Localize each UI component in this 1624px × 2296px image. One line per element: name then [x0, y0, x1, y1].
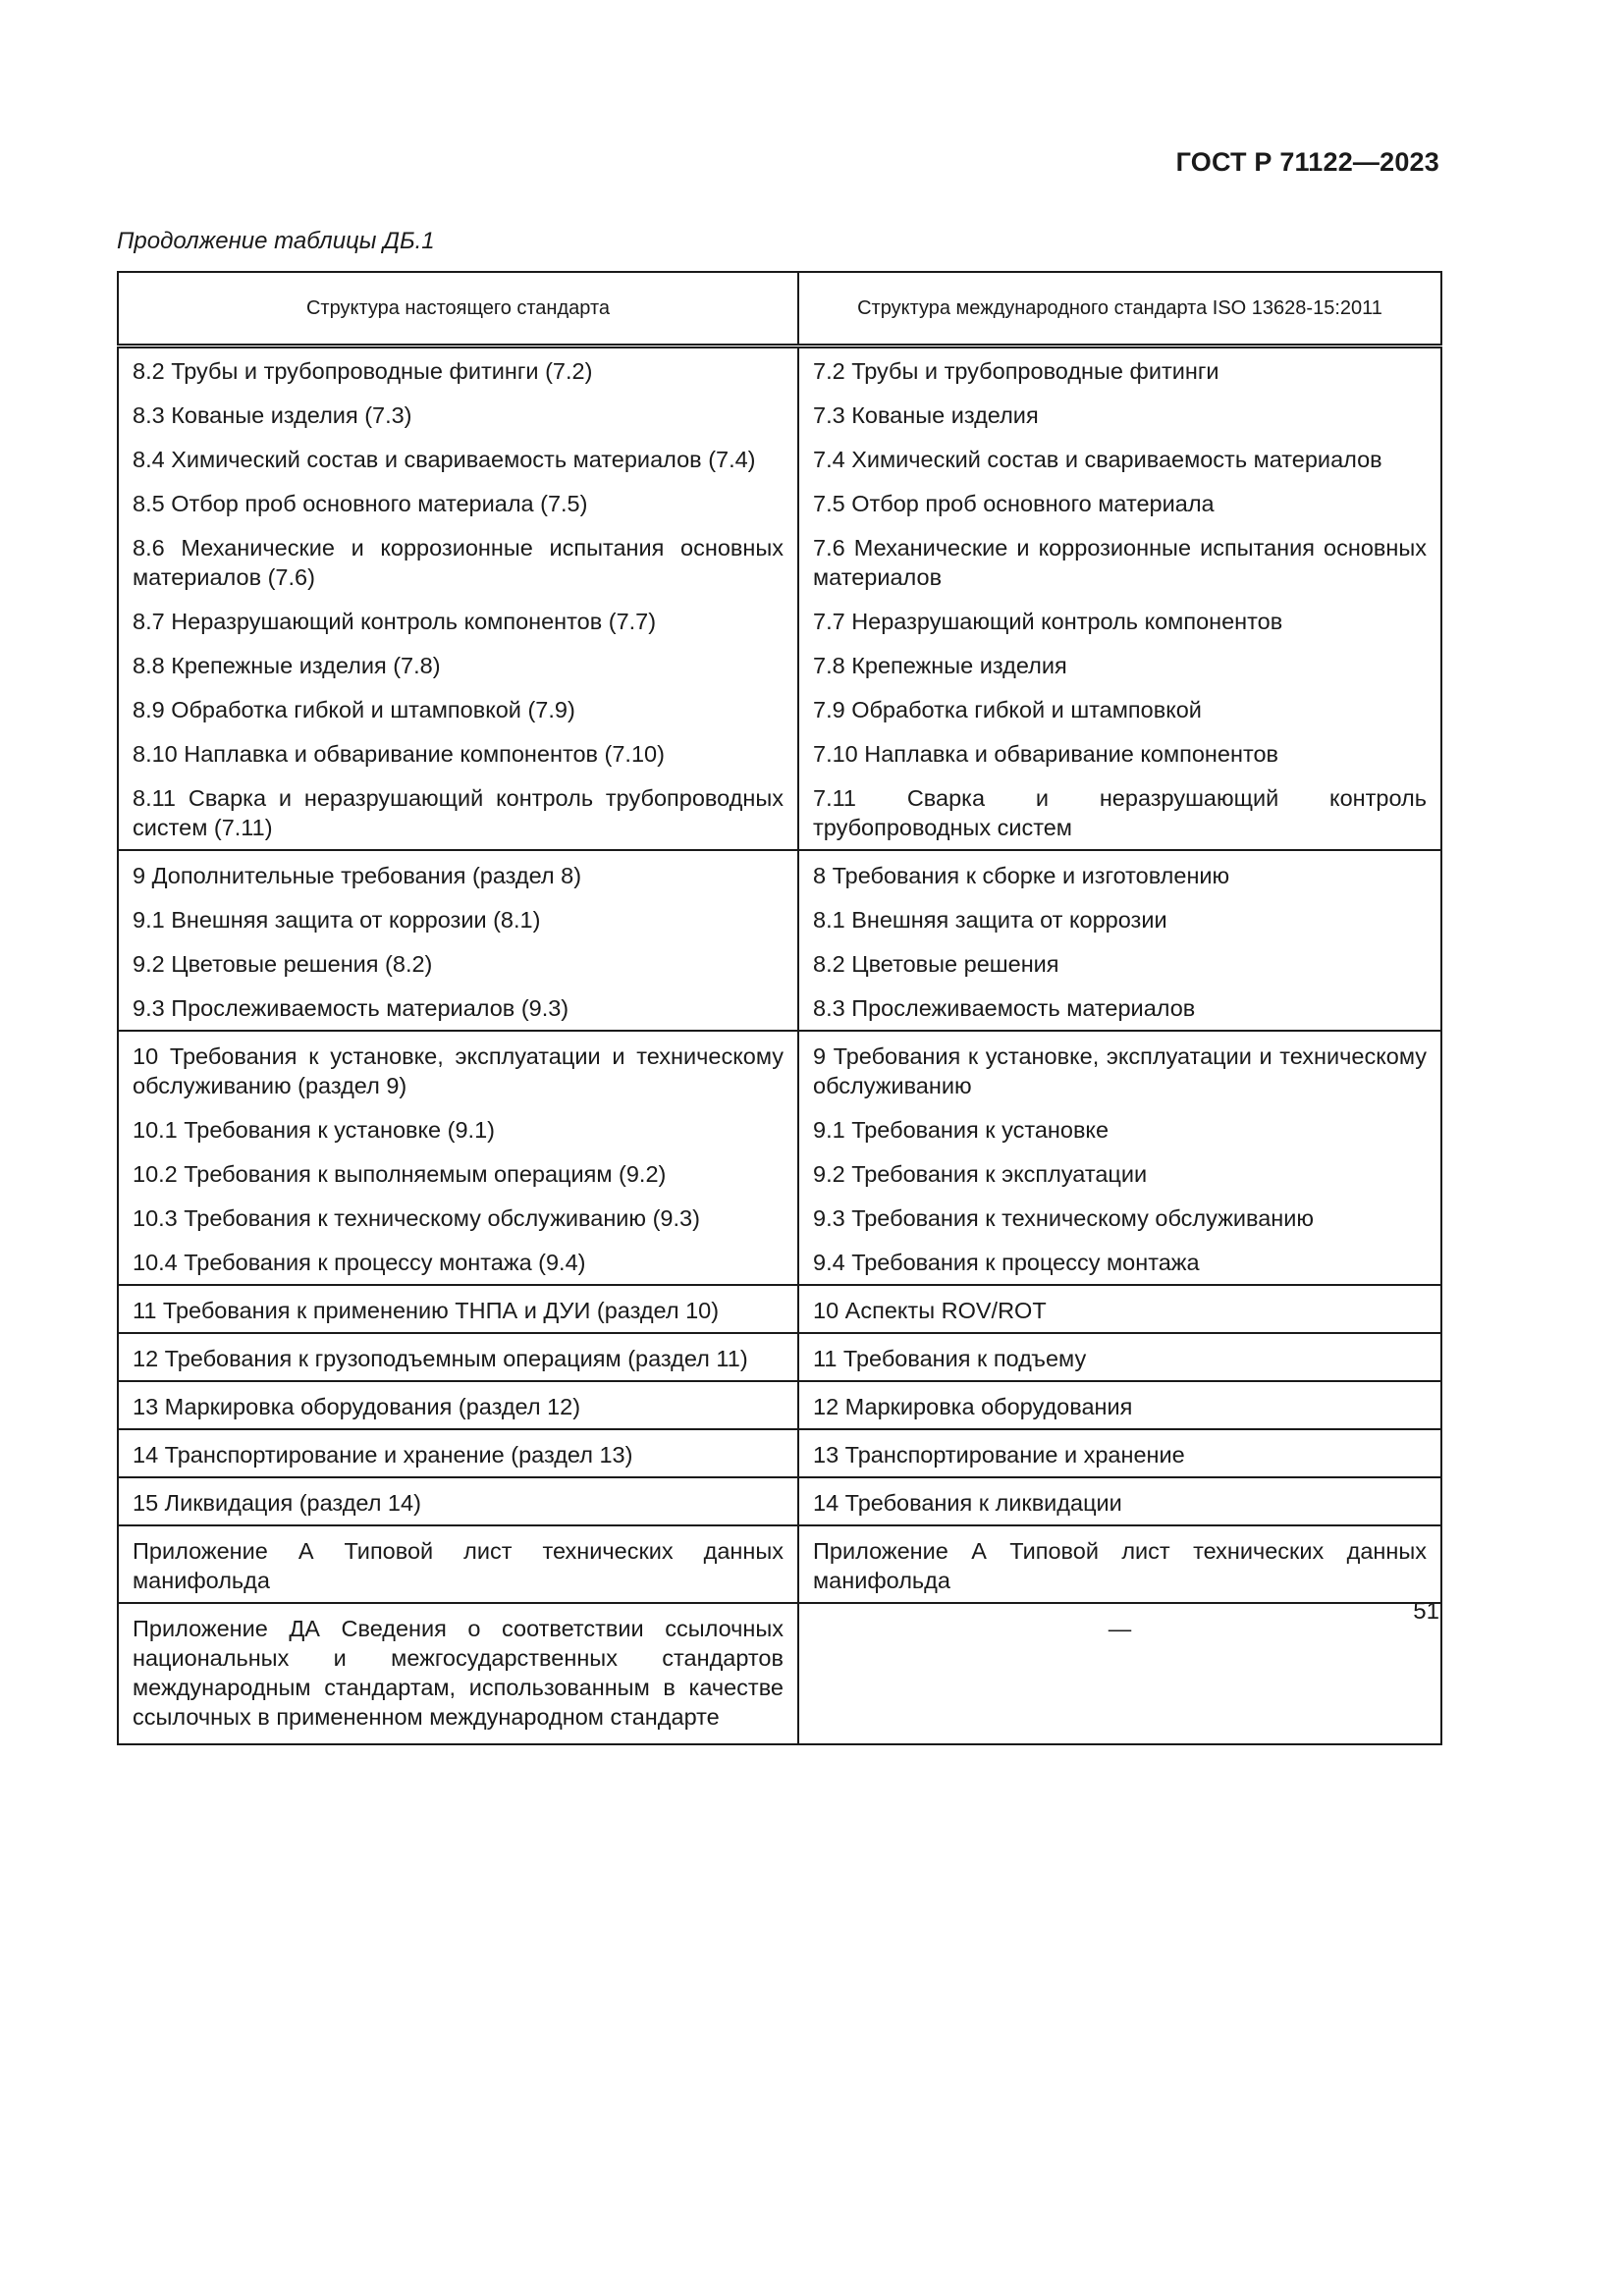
- table-row: [118, 1603, 1441, 1744]
- international-cell: 8.2 Цветовые решения: [798, 941, 1441, 986]
- international-cell: 9.3 Требования к техническому обслуживанию: [798, 1196, 1441, 1240]
- table-row: [118, 1381, 1441, 1429]
- national-cell: 13 Маркировка оборудования (раздел 12): [118, 1381, 798, 1429]
- international-cell: 7.9 Обработка гибкой и штамповкой: [798, 687, 1441, 731]
- table-row: [118, 1477, 1441, 1525]
- table-row: [118, 1107, 1441, 1151]
- national-cell: 11 Требования к применению ТНПА и ДУИ (раздел 10): [118, 1285, 798, 1333]
- international-cell: 7.10 Наплавка и обваривание компонентов: [798, 731, 1441, 775]
- table-row: [118, 1151, 1441, 1196]
- table-row: [118, 850, 1441, 897]
- international-cell: 7.8 Крепежные изделия: [798, 643, 1441, 687]
- table-row: [118, 1031, 1441, 1107]
- national-cell: 8.2 Трубы и трубопроводные фитинги (7.2): [118, 347, 798, 394]
- national-cell: 8.6 Механические и коррозионные испытания основных материалов (7.6): [118, 525, 798, 599]
- national-cell: 9.2 Цветовые решения (8.2): [118, 941, 798, 986]
- column-header-national: Структура настоящего стандарта: [118, 272, 798, 347]
- column-header-international: Структура международного стандарта ISO 13628-15:2011: [798, 272, 1441, 347]
- page-number: 51: [1413, 1598, 1439, 1625]
- national-cell: 10.2 Требования к выполняемым операциям (9.2): [118, 1151, 798, 1196]
- international-cell: 9.1 Требования к установке: [798, 1107, 1441, 1151]
- table-row: [118, 1429, 1441, 1477]
- national-cell: 12 Требования к грузоподъемным операциям (раздел 11): [118, 1333, 798, 1381]
- table-row: [118, 599, 1441, 643]
- national-cell: 10.4 Требования к процессу монтажа (9.4): [118, 1240, 798, 1285]
- international-cell: 7.7 Неразрушающий контроль компонентов: [798, 599, 1441, 643]
- international-cell: 10 Аспекты ROV/ROT: [798, 1285, 1441, 1333]
- national-cell: 9.1 Внешняя защита от коррозии (8.1): [118, 897, 798, 941]
- table-row: [118, 775, 1441, 850]
- table-row: [118, 1525, 1441, 1603]
- national-cell: 9.3 Прослеживаемость материалов (9.3): [118, 986, 798, 1031]
- national-cell: 8.7 Неразрушающий контроль компонентов (7.7): [118, 599, 798, 643]
- table-row: [118, 1285, 1441, 1333]
- national-cell: Приложение А Типовой лист технических данных манифольда: [118, 1525, 798, 1603]
- international-cell: 9.4 Требования к процессу монтажа: [798, 1240, 1441, 1285]
- international-cell: 7.2 Трубы и трубопроводные фитинги: [798, 347, 1441, 394]
- table-row: [118, 986, 1441, 1031]
- national-cell: 8.9 Обработка гибкой и штамповкой (7.9): [118, 687, 798, 731]
- international-cell: 14 Требования к ликвидации: [798, 1477, 1441, 1525]
- national-cell: 9 Дополнительные требования (раздел 8): [118, 850, 798, 897]
- national-cell: 15 Ликвидация (раздел 14): [118, 1477, 798, 1525]
- table-row: [118, 1196, 1441, 1240]
- table-row: [118, 687, 1441, 731]
- table-row: [118, 941, 1441, 986]
- international-cell: 11 Требования к подъему: [798, 1333, 1441, 1381]
- international-cell: 9.2 Требования к эксплуатации: [798, 1151, 1441, 1196]
- international-cell: 7.5 Отбор проб основного материала: [798, 481, 1441, 525]
- international-cell: 7.11 Сварка и неразрушающий контроль трубопроводных систем: [798, 775, 1441, 850]
- national-cell: 10 Требования к установке, эксплуатации и техническому обслуживанию (раздел 9): [118, 1031, 798, 1107]
- international-cell: 7.6 Механические и коррозионные испытания основных материалов: [798, 525, 1441, 599]
- national-cell: 8.5 Отбор проб основного материала (7.5): [118, 481, 798, 525]
- table-row: [118, 347, 1441, 394]
- international-cell: 8 Требования к сборке и изготовлению: [798, 850, 1441, 897]
- national-cell: 14 Транспортирование и хранение (раздел 13): [118, 1429, 798, 1477]
- table-row: [118, 525, 1441, 599]
- international-cell: 7.3 Кованые изделия: [798, 393, 1441, 437]
- national-cell: 8.11 Сварка и неразрушающий контроль трубопроводных систем (7.11): [118, 775, 798, 850]
- international-cell: 13 Транспортирование и хранение: [798, 1429, 1441, 1477]
- national-cell: 8.10 Наплавка и обваривание компонентов (7.10): [118, 731, 798, 775]
- national-cell: 8.3 Кованые изделия (7.3): [118, 393, 798, 437]
- international-cell: Приложение А Типовой лист технических данных манифольда: [798, 1525, 1441, 1603]
- table-row: [118, 897, 1441, 941]
- national-cell: 10.3 Требования к техническому обслуживанию (9.3): [118, 1196, 798, 1240]
- international-cell: 12 Маркировка оборудования: [798, 1381, 1441, 1429]
- table-row: [118, 481, 1441, 525]
- international-cell: 7.4 Химический состав и свариваемость материалов: [798, 437, 1441, 481]
- national-cell: 10.1 Требования к установке (9.1): [118, 1107, 798, 1151]
- international-cell: 9 Требования к установке, эксплуатации и техническому обслуживанию: [798, 1031, 1441, 1107]
- international-cell: 8.3 Прослеживаемость материалов: [798, 986, 1441, 1031]
- table-caption: Продолжение таблицы ДБ.1: [117, 228, 435, 254]
- table-header-row: [118, 272, 1441, 347]
- national-cell: 8.8 Крепежные изделия (7.8): [118, 643, 798, 687]
- international-cell: 8.1 Внешняя защита от коррозии: [798, 897, 1441, 941]
- international-cell: —: [798, 1603, 1441, 1744]
- table-row: [118, 1333, 1441, 1381]
- national-cell: 8.4 Химический состав и свариваемость материалов (7.4): [118, 437, 798, 481]
- table-row: [118, 437, 1441, 481]
- table-row: [118, 643, 1441, 687]
- standard-designation: ГОСТ Р 71122—2023: [1175, 147, 1439, 177]
- national-cell: Приложение ДА Сведения о соответствии ссылочных национальных и межгосударственных стандартов международным стандартам, использованным в качестве ссылочных в примененном международном стандарте: [118, 1603, 798, 1744]
- correspondence-table: [117, 271, 1442, 1745]
- table-row: [118, 731, 1441, 775]
- table-row: [118, 393, 1441, 437]
- table-row: [118, 1240, 1441, 1285]
